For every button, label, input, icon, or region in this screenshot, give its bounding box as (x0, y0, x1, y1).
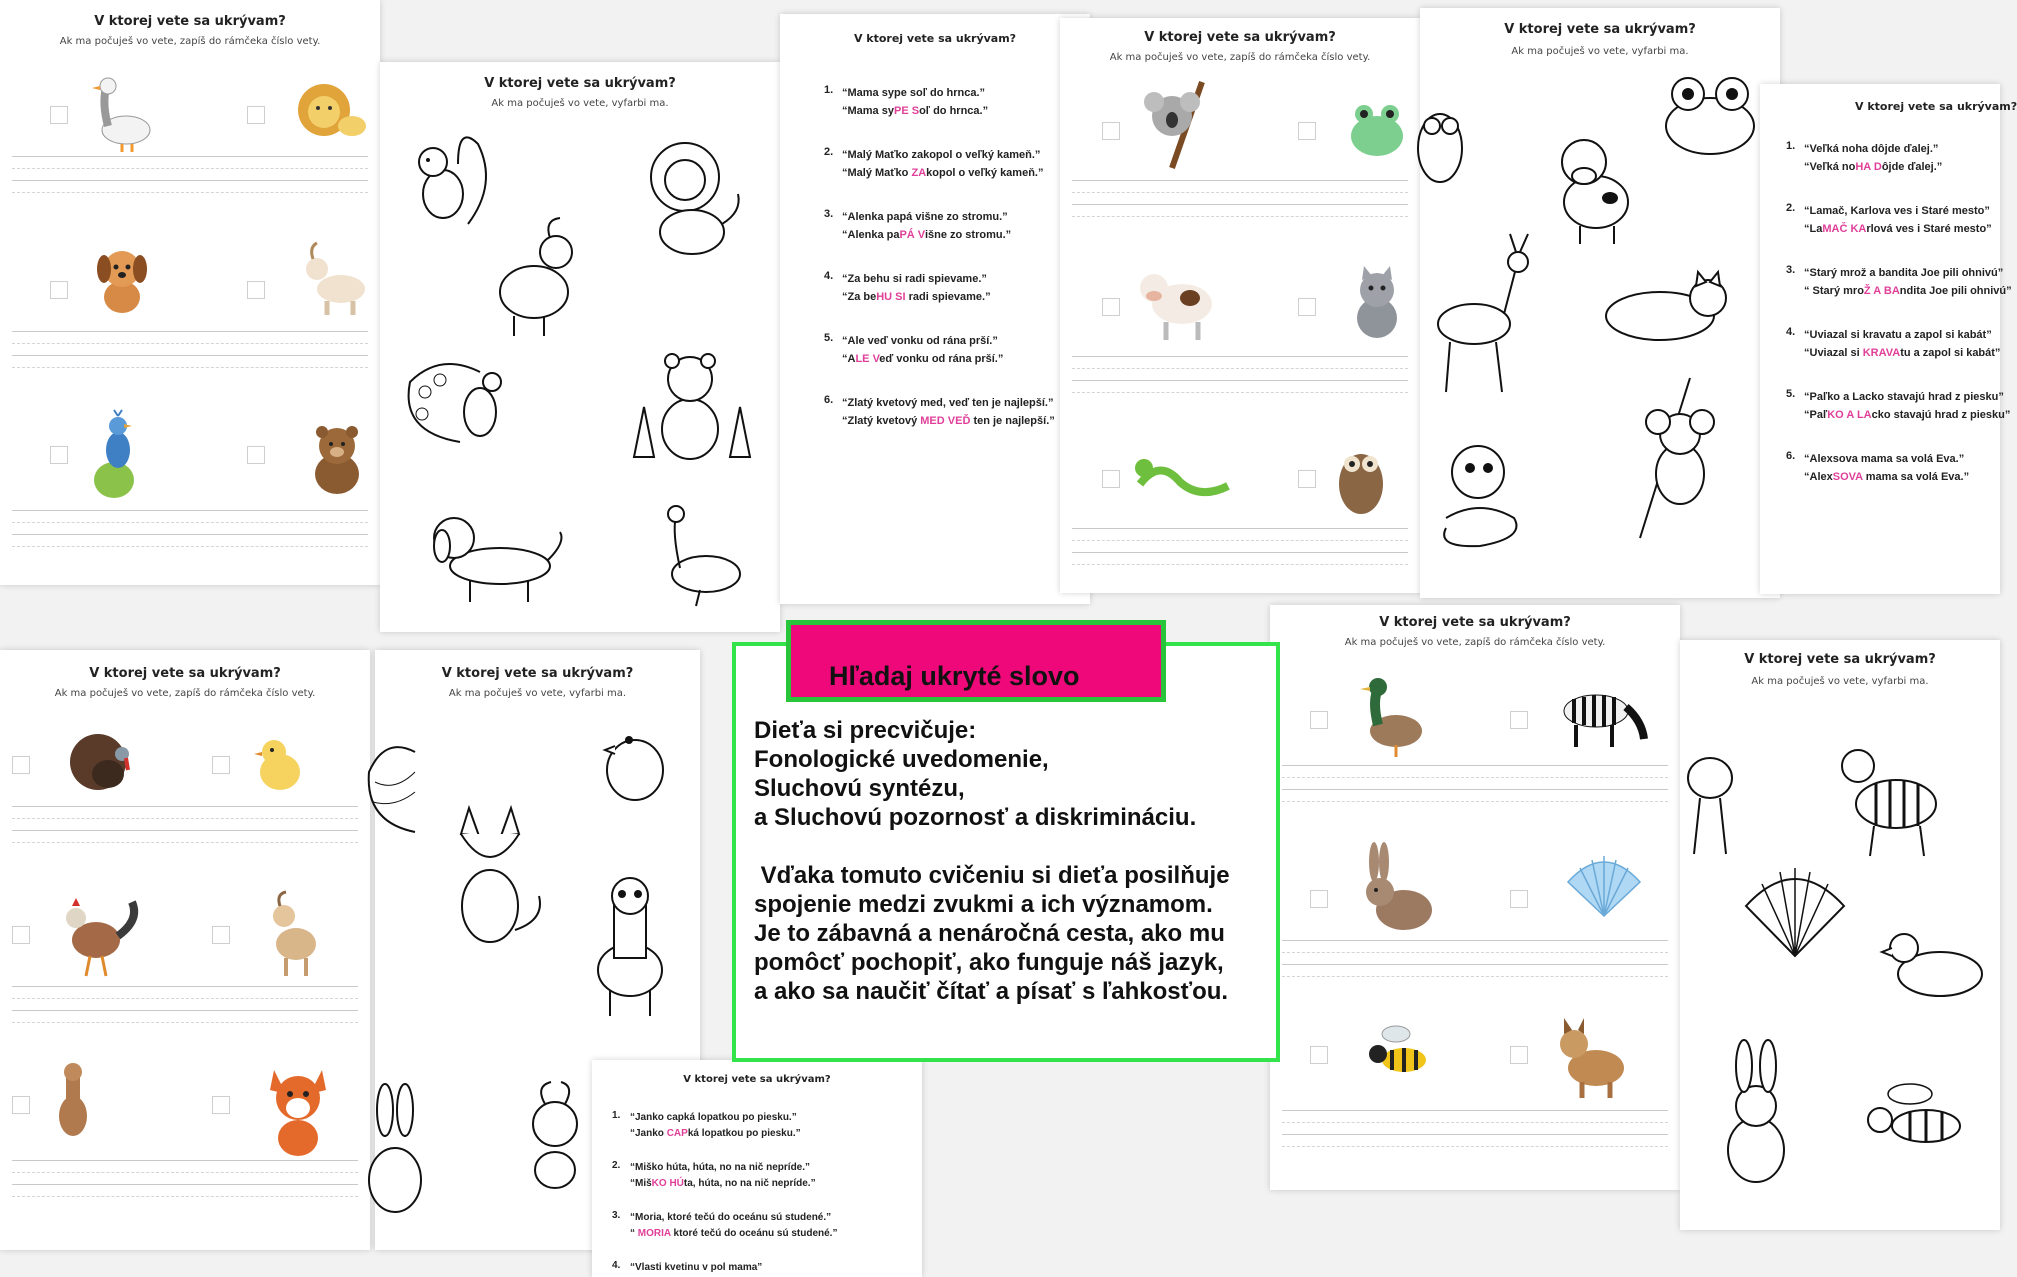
sheet-subtitle: Ak ma počuješ vo vete, vyfarbi ma. (1751, 676, 1929, 687)
alpaca-icon (580, 870, 680, 1020)
info-description: Dieťa si precvičuje: Fonologické uvedomenie, Sluchovú syntézu, a Sluchovú pozornosť a diskrimináciu. Vďaka tomuto cvičeniu si dieťa posilňuje spojenie medzi zvukmi a ich významom. Je to zábavná a nenáročná cesta, ako mu pomôcť pochopiť, ako funguje náš jazyk, a ako sa naučiť čítať a písať s ľahkosťou. (754, 717, 1230, 1005)
rabbit-icon (1716, 1040, 1796, 1190)
worksheet-color-1 (380, 62, 780, 632)
sentence-item: 6. “Zlatý kvetový med, veď ten je najlepší.” “Zlatý kvetový MED VEĎ ten je najlepší.” (824, 394, 1055, 427)
answer-row (1072, 434, 1408, 584)
owl-icon (1326, 434, 1396, 520)
sheet-subtitle: Ak ma počuješ vo vete, vyfarbi ma. (491, 98, 669, 109)
goat-icon (484, 212, 594, 342)
sentence-item: 5. “Ale veď vonku od rána prší.” “ALE Veď vonku od rána prší.” (824, 332, 1004, 365)
goat-icon (515, 1080, 595, 1190)
worksheet-color-4 (1680, 640, 2000, 1230)
answer-box[interactable] (212, 926, 230, 944)
peacock-icon (84, 410, 154, 506)
sentence-list (1786, 140, 2012, 512)
answer-row (1282, 665, 1668, 815)
duck-icon (1880, 918, 1990, 1008)
worksheet-write-4 (1270, 605, 1680, 1190)
sentence-item: 2. “Malý Maťko zakopol o veľký kameň.” “Malý Maťko ZAkopol o veľký kameň.” (824, 146, 1044, 179)
owl-icon (1410, 92, 1470, 192)
sheet-subtitle: Ak ma počuješ vo vete, vyfarbi ma. (448, 688, 627, 699)
sheet-title: V ktorej vete sa ukrývam? (1144, 30, 1336, 45)
sentence-item: 3. “Starý mrož a bandita Joe pili ohnivú” “ Starý mroŽ A BAndita Joe pili ohnivú” (1786, 264, 2012, 297)
answer-box[interactable] (1510, 890, 1528, 908)
answer-box[interactable] (247, 106, 265, 124)
sentence-item: 6. “Alexsova mama sa volá Eva.” “AlexSOVA mama sa volá Eva.” (1786, 450, 1970, 483)
sheet-title: V ktorej vete sa ukrývam? (853, 32, 1017, 45)
sheet-title: V ktorej vete sa ukrývam? (683, 1074, 831, 1085)
worksheet-color-2 (1420, 8, 1780, 598)
wasp-icon (1356, 1010, 1436, 1090)
answer-row (12, 890, 358, 1040)
sheet-title: V ktorej vete sa ukrývam? (1744, 652, 1936, 667)
answer-row (12, 70, 368, 220)
sentence-item: 2. “Lamač, Karlova ves i Staré mesto” “LaMAČ KArlová ves i Staré mesto” (1786, 202, 1992, 235)
answer-row (12, 410, 368, 560)
worksheet-write-1 (0, 0, 380, 585)
lynx-icon (1680, 738, 1740, 858)
sheet-subtitle: Ak ma počuješ vo vete, zapíš do rámčeka číslo vety. (1109, 52, 1371, 63)
answer-box[interactable] (1310, 890, 1328, 908)
answer-box[interactable] (1310, 711, 1328, 729)
sheet-subtitle: Ak ma počuješ vo vete, vyfarbi ma. (1511, 46, 1689, 57)
answer-row (12, 720, 358, 870)
bear-icon (620, 337, 760, 467)
chick-icon (250, 732, 310, 796)
koala-icon (1610, 378, 1740, 538)
answer-box[interactable] (1102, 122, 1120, 140)
worksheet-write-3 (0, 650, 370, 1250)
goose-icon (82, 74, 162, 154)
answer-box[interactable] (1102, 298, 1120, 316)
title-banner (786, 620, 1166, 702)
answer-box[interactable] (50, 106, 68, 124)
answer-box[interactable] (12, 756, 30, 774)
lion-icon (630, 132, 750, 262)
answer-row (12, 235, 368, 385)
sheet-title: V ktorej vete sa ukrývam? (441, 666, 634, 681)
sentence-item: 3. “Moria, ktoré tečú do oceánu sú studené.” “ MORIA ktoré tečú do oceánu sú studené.” (612, 1210, 838, 1239)
rabbit-icon (365, 1080, 435, 1220)
sentence-item: 3. “Alenka papá višne zo stromu.” “Alenka paPÁ Višne zo stromu.” (824, 208, 1012, 241)
worksheet-sentences-3 (592, 1060, 922, 1277)
bear-icon (302, 418, 372, 498)
answer-box[interactable] (212, 1096, 230, 1114)
rabbit-icon (1352, 840, 1442, 940)
sheet-title: V ktorej vete sa ukrývam? (484, 76, 676, 91)
answer-row (1072, 82, 1408, 232)
fox-icon (435, 800, 545, 950)
fox-icon (260, 1060, 340, 1160)
sentence-item: 1. “Mama sype soľ do hrnca.” “Mama syPE Soľ do hrnca.” (824, 84, 989, 117)
answer-box[interactable] (12, 1096, 30, 1114)
sentence-list (612, 1110, 838, 1276)
sheet-title: V ktorej vete sa ukrývam? (89, 666, 281, 681)
lion-icon (290, 78, 370, 148)
shell-icon (1740, 862, 1850, 962)
cat-icon (1590, 258, 1740, 348)
turkey-icon (62, 724, 142, 804)
answer-box[interactable] (1510, 711, 1528, 729)
rooster-icon (52, 890, 142, 980)
sentence-item: 2. “Miško húta, húta, no na nič nepríde.” “MišKO HÚta, húta, no na nič nepríde.” (612, 1160, 816, 1189)
sentence-item: 1. “Veľká noha dôjde ďalej.” “Veľká noHA Dôjde ďalej.” (1786, 140, 1943, 173)
answer-box[interactable] (1298, 470, 1316, 488)
shell-icon (1564, 852, 1644, 922)
goat-icon (297, 239, 377, 319)
sheet-title: V ktorej vete sa ukrývam? (1855, 100, 2017, 113)
deer-icon (1420, 228, 1540, 398)
answer-row (1282, 840, 1668, 990)
koala-icon (1132, 82, 1222, 168)
sentence-item: 4. “Uviazal si kravatu a zapol si kabát” “Uviazal si KRAVAtu a zapol si kabát” (1786, 326, 2001, 359)
answer-row (12, 1060, 358, 1210)
cow-icon (1132, 258, 1222, 344)
sheet-title: V ktorej vete sa ukrývam? (94, 14, 286, 29)
answer-row (1282, 1010, 1668, 1160)
snake-icon (1426, 438, 1536, 558)
goat-icon (260, 890, 330, 980)
dachshund-icon (420, 502, 570, 612)
answer-box[interactable] (247, 281, 265, 299)
answer-row (1072, 258, 1408, 408)
banner-title: Hľadaj ukryté slovo (829, 661, 1080, 691)
answer-box[interactable] (1510, 1046, 1528, 1064)
sentence-item: 5. “Paľko a Lacko stavajú hrad z piesku” “PaľKO A LAcko stavajú hrad z piesku” (1786, 388, 2011, 421)
sheet-title: V ktorej vete sa ukrývam? (1504, 22, 1696, 37)
answer-box[interactable] (212, 756, 230, 774)
answer-box[interactable] (50, 446, 68, 464)
zebra-icon (1830, 730, 1960, 860)
lynx-icon (1552, 1010, 1632, 1100)
sentence-item: 1. “Janko capká lopatkou po piesku.” “Janko CAPká lopatkou po piesku.” (612, 1110, 801, 1139)
snake-icon (1134, 448, 1234, 498)
goose-icon (650, 502, 750, 612)
puppy-icon (82, 239, 162, 319)
frog-icon (1650, 70, 1770, 160)
worksheet-sentences-1 (780, 14, 1090, 604)
answer-box[interactable] (1102, 470, 1120, 488)
answer-box[interactable] (247, 446, 265, 464)
cat-icon (1342, 262, 1412, 342)
sheet-subtitle: Ak ma počuješ vo vete, zapíš do rámčeka číslo vety. (1344, 637, 1606, 648)
sheet-subtitle: Ak ma počuješ vo vete, zapíš do rámčeka číslo vety. (54, 688, 316, 699)
cow-icon (1540, 126, 1650, 246)
sentence-list (824, 84, 1055, 456)
info-box (732, 642, 1280, 1062)
answer-box[interactable] (50, 281, 68, 299)
answer-box[interactable] (1298, 122, 1316, 140)
zebra-icon (1552, 671, 1652, 751)
sentence-item: 4. “Vlasti kvetinu v pol mama” (612, 1260, 763, 1273)
wasp-icon (1850, 1080, 1970, 1160)
answer-box[interactable] (12, 926, 30, 944)
peacock-icon (400, 352, 520, 462)
turkey-icon (365, 732, 425, 842)
worksheet-write-2 (1060, 18, 1420, 593)
alpaca-icon (48, 1060, 98, 1150)
sheet-title: V ktorej vete sa ukrývam? (1379, 615, 1571, 630)
chick-icon (595, 710, 675, 810)
answer-box[interactable] (1298, 298, 1316, 316)
answer-box[interactable] (1310, 1046, 1328, 1064)
frog-icon (1342, 92, 1412, 162)
sheet-subtitle: Ak ma počuješ vo vete, zapíš do rámčeka číslo vety. (59, 36, 321, 47)
worksheet-sentences-2 (1760, 84, 2017, 594)
duck-icon (1352, 671, 1432, 761)
sentence-item: 4. “Za behu si radi spievame.” “Za beHU SI radi spievame.” (824, 270, 991, 303)
